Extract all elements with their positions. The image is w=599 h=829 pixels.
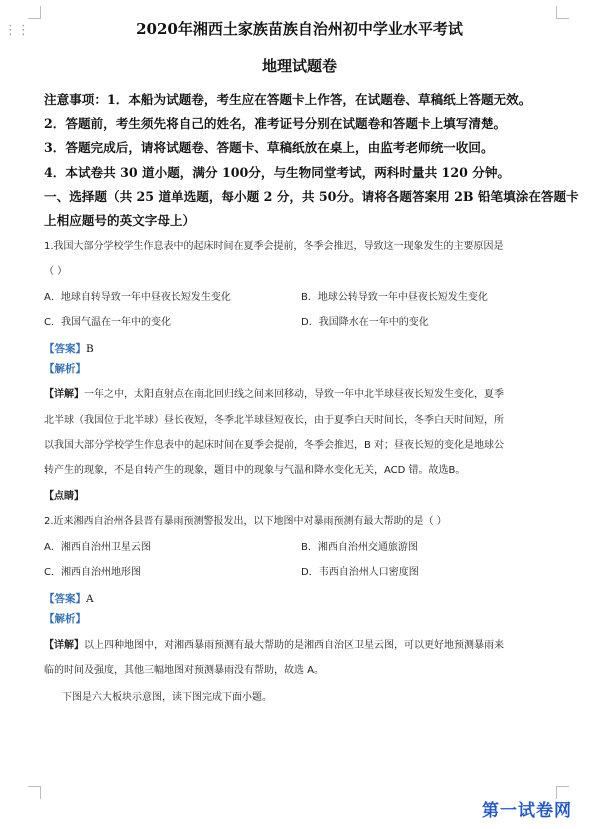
question-1-answer-row [44, 337, 94, 356]
notice-1: 注意事项：1．本船为试题卷，考生应在答题卡上作答，在试题卷、草稿纸上答题无效。 [44, 92, 532, 107]
question-2-option-b: B．湘西自治州交通旅游图 [301, 542, 418, 553]
question-1-detail-line-1: 【详解】一年之中，太阳直射点在南北回归线之间来回移动，导致一年中北半球昼夜长短发生变化，夏季 [44, 389, 504, 400]
site-watermark: 第一试卷网 [482, 801, 572, 821]
question-2-option-a: A．湘西自治州卫星云图 [44, 542, 151, 553]
question-2-detail-line-1: 【详解】以上四种地图中，对湘西暴雨预测有最大帮助的是湘西自治区卫星云图，可以更好地预测暴雨来 [44, 640, 504, 651]
drag-handle-icon[interactable]: ⋮⋮ [4, 23, 30, 38]
question-1-answer: B [86, 343, 94, 355]
question-1-option-a: A．地球自转导致一年中昼夜长短发生变化 [44, 292, 231, 303]
question-2-analysis-label: 【解析】 [44, 613, 86, 625]
question-2-option-d: D．韦西自治州人口密度图 [301, 567, 419, 578]
notice-4: 4．本试卷共 30 道小题，满分 100分，与生物同堂考试，两科时量共 120 分钟。 [44, 165, 511, 180]
question-1-comment-label: 【点睛】 [44, 491, 84, 502]
question-1-detail-line-4: 转产生的现象，不是自转产生的现象，题目中的现象与气温和降水变化无关，ACD 错。故选B。 [44, 465, 466, 476]
question-2-detail-line-2: 临的时间及强度，其他三幅地图对预测暴雨没有帮助，故选 A。 [44, 665, 325, 676]
answer-label: 【答案】 [44, 343, 86, 355]
answer-label: 【答案】 [44, 593, 86, 605]
detail-label: 【详解】 [44, 389, 84, 400]
question-1-analysis-label: 【解析】 [44, 363, 86, 375]
section-heading-line1: 一、选择题（共 25 道单选题，每小题 2 分，共 50分。请将各题答案用 2B 铅笔填涂在答题卡 [44, 189, 579, 204]
question-2-answer: A [86, 593, 94, 605]
followup-instruction: 下图是六大板块示意图，读下图完成下面小题。 [62, 692, 272, 703]
notice-2: 2．答题前，考生须先将自己的姓名，准考证号分别在试题卷和答题卡上填写清楚。 [44, 116, 507, 131]
question-1-answer-paren: （ ） [44, 266, 68, 277]
section-heading-line2: 上相应题号的英文字母上） [44, 213, 196, 228]
question-1-detail-line-3: 以我国大部分学校学生作息表中的起床时间在夏季会提前，冬季会推迟，B 对；昼夜长短的变化是地球公 [44, 440, 505, 451]
question-2-answer-row [44, 587, 94, 606]
detail-label: 【详解】 [44, 640, 84, 651]
crop-mark-bottom-left [28, 786, 41, 799]
exam-subtitle: 地理试题卷 [261, 57, 337, 75]
notice-3: 3．答题完成后，请将试题卷、答题卡、草稿纸放在桌上，由监考老师统一收回。 [44, 140, 494, 155]
question-1-option-b: B．地球公转导致一年中昼夜长短发生变化 [301, 292, 488, 303]
question-2-stem: 2.近来湘西自治州各县晋有暴雨预测警报发出，以下地图中对暴雨预测有最大帮助的是（ ） [44, 516, 447, 527]
exam-title: 2020年湘西土家族苗族自治州初中学业水平考试 [136, 20, 463, 38]
question-1-option-c: C．我国气温在一年中的变化 [44, 317, 171, 328]
question-2-option-c: C．湘西自治州地形图 [44, 567, 141, 578]
question-1-detail-line-2: 北半球（我国位于北半球）昼长夜短，冬季北半球昼短夜长，由于夏季白天时间长，冬季白天时间短，所 [44, 415, 504, 426]
question-1-option-d: D．我国降水在一年中的变化 [301, 317, 429, 328]
question-1-stem: 1.我国大部分学校学生作息表中的起床时间在夏季会提前，冬季会推迟，导致这一现象发生的主要原因是 [44, 241, 504, 252]
